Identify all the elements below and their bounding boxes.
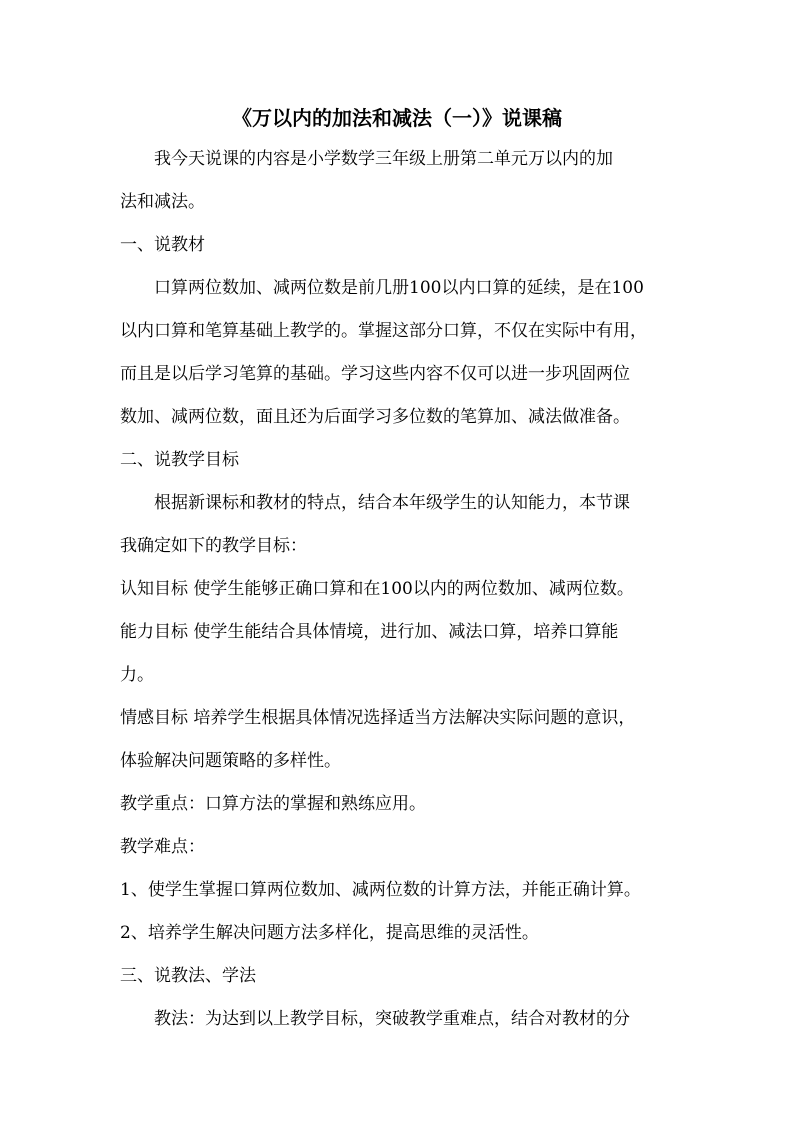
paragraph-line: 口算两位数加、减两位数是前几册100以内口算的延续，是在100	[154, 278, 644, 298]
paragraph-line: 而且是以后学习笔算的基础。学习这些内容不仅可以进一步巩固两位	[120, 364, 630, 384]
paragraph-line: 以内口算和笔算基础上教学的。掌握这部分口算，不仅在实际中有用，	[120, 321, 647, 341]
section-heading: 三、说教法、学法	[120, 966, 256, 986]
paragraph-line: 我确定如下的教学目标：	[120, 536, 307, 556]
paragraph-line: 法和减法。	[120, 192, 205, 212]
paragraph-line: 教学难点：	[120, 837, 205, 857]
paragraph-line: 我今天说课的内容是小学数学三年级上册第二单元万以内的加	[154, 149, 613, 169]
paragraph-line: 认知目标 使学生能够正确口算和在100以内的两位数加、减两位数。	[120, 579, 634, 599]
paragraph-line: 2、培养学生解决问题方法多样化，提高思维的灵活性。	[120, 923, 539, 943]
paragraph-line: 教学重点：口算方法的掌握和熟练应用。	[120, 794, 426, 814]
paragraph-line: 1、使学生掌握口算两位数加、减两位数的计算方法，并能正确计算。	[120, 880, 641, 900]
paragraph-line: 教法：为达到以上教学目标，突破教学重难点，结合对教材的分	[154, 1009, 630, 1029]
paragraph-line: 能力目标 使学生能结合具体情境，进行加、减法口算，培养口算能	[120, 622, 619, 642]
paragraph-line: 根据新课标和教材的特点，结合本年级学生的认知能力，本节课	[154, 493, 630, 513]
section-heading: 一、说教材	[120, 235, 205, 255]
paragraph-line: 情感目标 培养学生根据具体情况选择适当方法解决实际问题的意识，	[120, 708, 636, 728]
section-heading: 二、说教学目标	[120, 450, 239, 470]
paragraph-line: 体验解决问题策略的多样性。	[120, 751, 341, 771]
page-title: 《万以内的加法和减法（一）》说课稿	[232, 106, 562, 130]
paragraph-line: 数加、减两位数，面且还为后面学习多位数的笔算加、减法做准备。	[120, 407, 630, 427]
paragraph-line: 力。	[120, 665, 154, 685]
